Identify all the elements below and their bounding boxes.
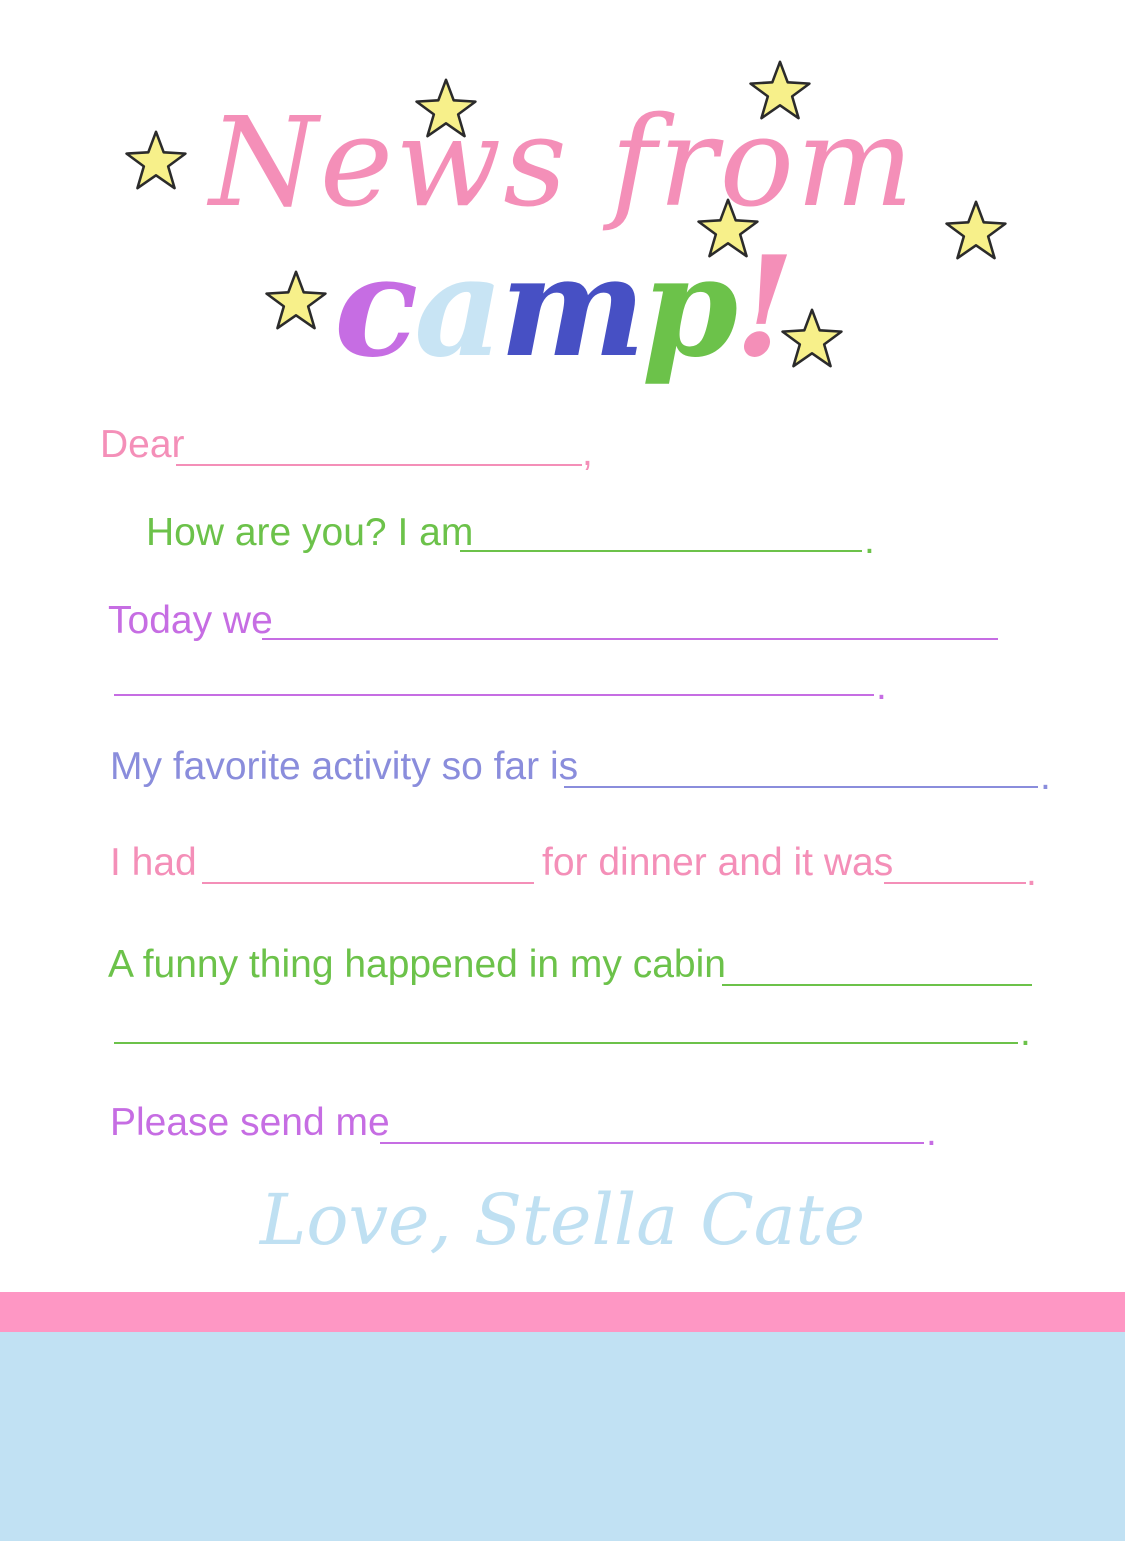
title-letter: a (414, 225, 500, 388)
today-blank-1[interactable] (262, 638, 998, 640)
feeling-suffix: . (864, 519, 875, 562)
title-letter: c (334, 225, 415, 388)
dinner-label-middle: for dinner and it was (542, 841, 894, 884)
request-suffix: . (926, 1111, 937, 1154)
title-camp (0, 225, 1125, 388)
title-line1: News from (209, 91, 916, 235)
funny-suffix: . (1020, 1011, 1031, 1054)
blue-band (0, 1332, 1125, 1541)
greeting-blank[interactable] (176, 464, 582, 466)
signature: Love, Stella Cate (259, 1179, 866, 1261)
funny-blank-1[interactable] (722, 984, 1032, 986)
activity-label: My favorite activity so far is (110, 745, 579, 788)
activity-suffix: . (1040, 755, 1051, 798)
request-blank[interactable] (380, 1142, 924, 1144)
pink-band (0, 1292, 1125, 1332)
dinner-food-blank[interactable] (202, 882, 534, 884)
dinner-rating-blank[interactable] (884, 882, 1026, 884)
today-blank-2[interactable] (114, 694, 874, 696)
dinner-suffix: . (1026, 851, 1037, 894)
funny-label: A funny thing happened in my cabin (108, 943, 726, 986)
feeling-label: How are you? I am (146, 511, 474, 554)
activity-blank[interactable] (564, 786, 1038, 788)
dinner-label-start: I had (110, 841, 197, 884)
title-letter: m (499, 225, 642, 388)
feeling-blank[interactable] (460, 550, 862, 552)
funny-blank-2[interactable] (114, 1042, 1018, 1044)
title-letter: ! (734, 225, 791, 388)
greeting-suffix: , (582, 431, 593, 474)
title-letter: p (641, 225, 735, 388)
greeting-label: Dear (100, 423, 185, 466)
request-label: Please send me (110, 1101, 390, 1144)
today-suffix: . (876, 665, 887, 708)
today-label: Today we (108, 599, 273, 642)
